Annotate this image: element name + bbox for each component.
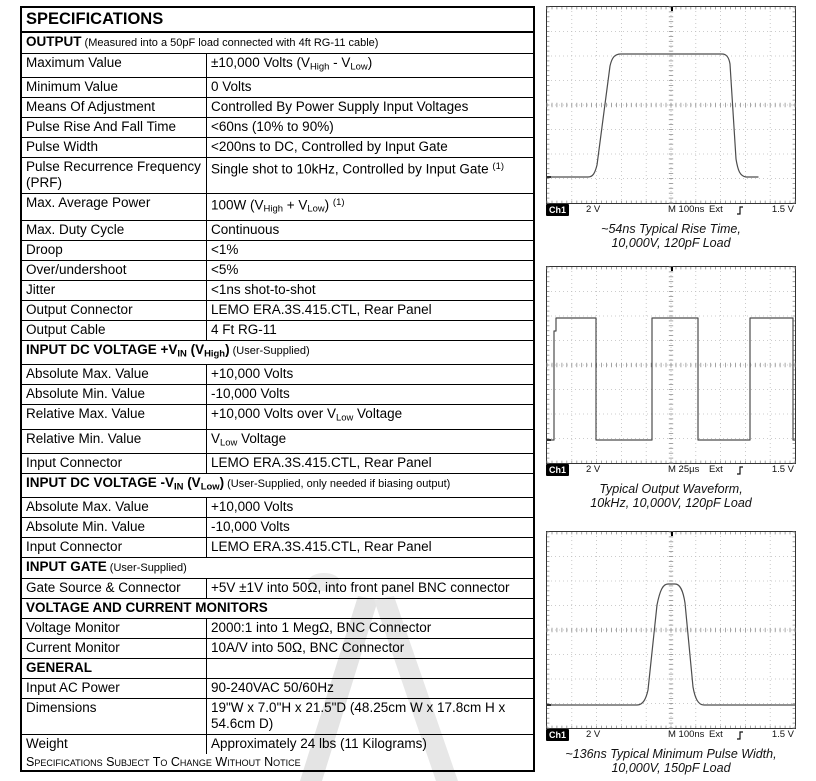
spec-value: LEMO ERA.3S.415.CTL, Rear Panel (211, 301, 432, 317)
spec-row (22, 735, 533, 754)
spec-row (22, 194, 533, 221)
spec-row (22, 241, 533, 261)
spec-value: 4 Ft RG-11 (211, 321, 277, 337)
footer-note: Specifications Subject To Change Without Notice (26, 755, 301, 770)
spec-label: Absolute Max. Value (22, 365, 207, 384)
spec-value: 100W $(V_{High} + V_{Low})$ $^{(1)}$ (211, 197, 345, 215)
rising-edge-icon (736, 730, 745, 741)
spec-value: LEMO ERA.3S.415.CTL, Rear Panel (211, 455, 432, 471)
spec-value: +10,000 Volts (211, 366, 294, 382)
spec-label: Absolute Min. Value (22, 518, 207, 537)
rising-edge-icon (736, 465, 745, 476)
caption-line-2: 10kHz, 10,000V, 120pF Load (590, 496, 752, 510)
spec-label: Pulse Rise And Fall Time (22, 118, 207, 137)
spec-label: Relative Min. Value (22, 430, 207, 453)
spec-row (22, 579, 533, 599)
channel-badge: Ch1 (546, 464, 569, 476)
spec-value: +5V ±1V into 50Ω, into front panel BNC connector (211, 580, 510, 596)
spec-value: +10,000 Volts (211, 499, 294, 515)
spec-row (22, 365, 533, 385)
spec-label: Output Cable (22, 321, 207, 340)
spec-value: <5% (211, 261, 239, 277)
spec-label: GENERAL (22, 659, 207, 678)
spec-row (22, 158, 533, 194)
spec-row (22, 699, 533, 735)
spec-label: Gate Source & Connector (22, 579, 207, 598)
section-title: INPUT DC VOLTAGE $+V_{IN}$ $(V_{High})$ (User-Supplied) (26, 341, 310, 360)
spec-value: 90-240VAC 50/60Hz (211, 680, 334, 696)
spec-row (22, 679, 533, 699)
spec-label: Absolute Max. Value (22, 498, 207, 517)
spec-value: Single shot to 10kHz, Controlled by Input Gate $^{(1)}$ (211, 161, 504, 177)
oscilloscope-screenshot-2 (546, 266, 796, 464)
table-title-row (22, 8, 533, 33)
spec-value: 19"W x 7.0"H x 21.5"D (48.25cm W x 17.8cm H x 54.6cm D) (211, 700, 506, 732)
caption-line-2: 10,000V, 150pF Load (611, 761, 731, 775)
spec-label: Current Monitor (22, 639, 207, 658)
volts-per-div: 2 V (586, 464, 601, 475)
section-header-row (22, 599, 533, 619)
spec-value: Continuous (211, 221, 280, 237)
spec-value: <1% (211, 241, 239, 257)
spec-row (22, 301, 533, 321)
spec-row (22, 405, 533, 429)
scope-min-pulse-width (543, 531, 799, 775)
spec-value: 10A/V into 50Ω, BNC Connector (211, 640, 405, 656)
spec-value: <1ns shot-to-shot (211, 281, 316, 297)
spec-label: Relative Max. Value (22, 405, 207, 428)
caption-line-1: Typical Output Waveform, (599, 482, 743, 496)
spec-label: Weight (22, 735, 207, 754)
spec-row (22, 54, 533, 78)
trigger-level: 1.5 V (771, 729, 794, 740)
spec-value: <200ns to DC, Controlled by Input Gate (211, 139, 448, 155)
spec-label: Pulse Width (22, 138, 207, 157)
specifications-table (20, 6, 535, 772)
spec-value: -10,000 Volts (211, 519, 290, 535)
spec-label: Means Of Adjustment (22, 98, 207, 117)
volts-per-div: 2 V (586, 729, 601, 740)
scope-rise-time (543, 6, 799, 250)
section-header-row (22, 558, 533, 579)
spec-rows-container (22, 33, 533, 754)
scope-caption (543, 747, 799, 775)
spec-row (22, 261, 533, 281)
channel-badge: Ch1 (546, 729, 569, 741)
spec-row (22, 498, 533, 518)
spec-label: Max. Average Power (22, 194, 207, 220)
caption-line-1: ~136ns Typical Minimum Pulse Width, (565, 747, 777, 761)
spec-value: 2000:1 into 1 MegΩ, BNC Connector (211, 620, 432, 636)
scope-status-bar (546, 729, 796, 742)
section-header-row (22, 341, 533, 365)
spec-label: Output Connector (22, 301, 207, 320)
scope-caption (543, 222, 799, 250)
spec-value: 0 Volts (211, 79, 252, 95)
caption-line-1: ~54ns Typical Rise Time, (601, 222, 741, 236)
spec-row (22, 538, 533, 558)
scope-status-bar (546, 464, 796, 477)
spec-label: Jitter (22, 281, 207, 300)
trigger-source: Ext (709, 464, 723, 475)
scope-caption (543, 482, 799, 510)
spec-row (22, 454, 533, 474)
timebase: M 100ns (668, 729, 705, 740)
spec-label: Over/undershoot (22, 261, 207, 280)
spec-label: Max. Duty Cycle (22, 221, 207, 240)
spec-row (22, 281, 533, 301)
spec-label: Dimensions (22, 699, 207, 734)
spec-label: Pulse Recurrence Frequency (PRF) (22, 158, 207, 193)
section-header-row (22, 33, 533, 54)
rising-edge-icon (736, 205, 745, 216)
spec-row (22, 430, 533, 454)
trigger-source: Ext (709, 729, 723, 740)
spec-row (22, 138, 533, 158)
spec-label: Minimum Value (22, 78, 207, 97)
channel-badge: Ch1 (546, 204, 569, 216)
spec-row (22, 385, 533, 405)
section-title: OUTPUT (Measured into a 50pF load connected with 4ft RG-11 cable) (26, 34, 379, 49)
spec-row (22, 98, 533, 118)
spec-value: ±10,000 Volts $(V_{High} - V_{Low})$ (211, 55, 373, 73)
table-footer-row (22, 754, 533, 770)
trigger-level: 1.5 V (771, 204, 794, 215)
volts-per-div: 2 V (586, 204, 601, 215)
spec-row (22, 639, 533, 659)
spec-value: $V_{Low}$ Voltage (211, 430, 287, 449)
spec-row (22, 221, 533, 241)
trigger-source: Ext (709, 204, 723, 215)
scope-status-bar (546, 204, 796, 217)
oscilloscope-screenshot-3 (546, 531, 796, 729)
spec-row (22, 619, 533, 639)
spec-label: Voltage Monitor (22, 619, 207, 638)
page-title: SPECIFICATIONS (26, 10, 164, 28)
spec-value: Controlled By Power Supply Input Voltages (211, 99, 469, 115)
section-title: INPUT DC VOLTAGE $-V_{IN}$ $(V_{Low})$ (User-Supplied, only needed if biasing output) (26, 475, 451, 493)
section-title: INPUT GATE (User-Supplied) (26, 559, 187, 575)
section-header-row (22, 659, 533, 679)
timebase: M 25µs (668, 464, 700, 475)
caption-line-2: 10,000V, 120pF Load (611, 236, 731, 250)
spec-row (22, 78, 533, 98)
spec-row (22, 321, 533, 341)
section-header-row (22, 474, 533, 498)
spec-value: LEMO ERA.3S.415.CTL, Rear Panel (211, 539, 432, 555)
oscilloscope-column (543, 6, 799, 775)
section-title: VOLTAGE AND CURRENT MONITORS (26, 600, 268, 616)
spec-label: Input AC Power (22, 679, 207, 698)
spec-label: Droop (22, 241, 207, 260)
spec-value: Approximately 24 lbs (11 Kilograms) (211, 736, 427, 752)
trigger-level: 1.5 V (771, 464, 794, 475)
spec-row (22, 118, 533, 138)
spec-value (207, 659, 533, 678)
spec-label: Absolute Min. Value (22, 385, 207, 404)
spec-label: Maximum Value (22, 54, 207, 77)
oscilloscope-screenshot-1 (546, 6, 796, 204)
spec-value: -10,000 Volts (211, 386, 290, 402)
timebase: M 100ns (668, 204, 705, 215)
scope-output-waveform (543, 266, 799, 510)
spec-value: <60ns (10% to 90%) (211, 119, 334, 135)
spec-value: +10,000 Volts over $V_{Low}$ Voltage (211, 406, 403, 424)
spec-label: Input Connector (22, 538, 207, 557)
spec-row (22, 518, 533, 538)
spec-label: Input Connector (22, 454, 207, 473)
